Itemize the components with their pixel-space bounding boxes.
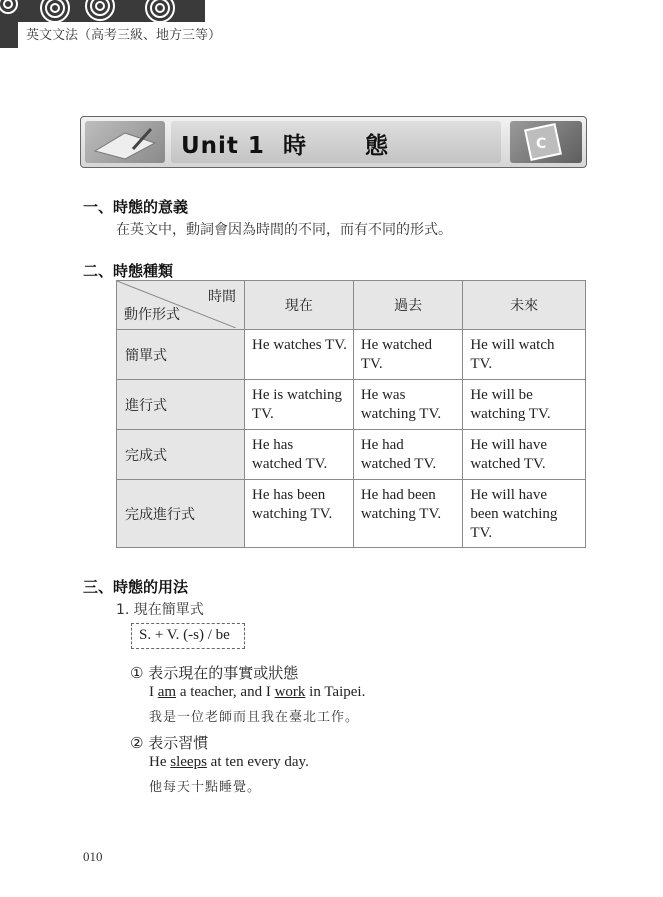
table-cell: He was watching TV. xyxy=(353,380,463,430)
unit-title xyxy=(181,127,406,160)
table-row xyxy=(117,480,586,548)
notebook-pen-icon xyxy=(85,121,165,163)
usage-2-label: 表示習慣 xyxy=(148,734,209,752)
usage-1-example-en: I am a teacher, and I work in Taipei. xyxy=(149,684,366,700)
usage-2-example-en: He sleeps at ten every day. xyxy=(149,754,309,770)
underlined-verb: am xyxy=(157,684,177,700)
formula-box xyxy=(131,623,245,649)
formula-text: S. + V. (-s) / be xyxy=(139,627,230,643)
row-label-perfect-progressive: 完成進行式 xyxy=(117,480,245,548)
section-meaning-text: 在英文中，動詞會因為時間的不同，而有不同的形式。 xyxy=(116,222,452,238)
page-number: 010 xyxy=(83,849,103,864)
table-cell: He has been watching TV. xyxy=(245,480,354,548)
usage-2-marker: ② xyxy=(130,734,144,752)
column-header-present: 現在 xyxy=(245,281,354,330)
corner-form-label: 動作形式 xyxy=(124,307,180,323)
unit-name: 時 態 xyxy=(282,133,406,159)
usage-1-marker: ① xyxy=(130,664,144,682)
header-side-stripe xyxy=(0,22,18,48)
abc-blocks-icon xyxy=(510,121,582,163)
section-title-meaning: 一、時態的意義 xyxy=(83,198,189,216)
table-cell: He will be watching TV. xyxy=(463,380,586,430)
table-header-row xyxy=(117,281,586,330)
table-corner-cell xyxy=(117,281,245,330)
usage-1-example-zh: 我是一位老師而且我在臺北工作。 xyxy=(149,710,360,725)
subsection-title-present-simple: 1. 現在簡單式 xyxy=(116,602,204,618)
row-label-progressive: 進行式 xyxy=(117,380,245,430)
row-label-simple: 簡單式 xyxy=(117,330,245,380)
unit-banner xyxy=(80,116,587,168)
underlined-verb: work xyxy=(274,684,306,700)
underlined-verb: sleeps xyxy=(170,754,207,770)
table-cell: He had watched TV. xyxy=(353,430,463,480)
table-cell: He will watch TV. xyxy=(463,330,586,380)
unit-label: Unit 1 xyxy=(181,133,265,159)
table-cell: He watched TV. xyxy=(353,330,463,380)
table-cell: He will have been watching TV. xyxy=(463,480,586,548)
section-title-usage: 三、時態的用法 xyxy=(83,578,189,596)
usage-1-heading xyxy=(130,662,298,683)
running-header-title: 英文文法（高考三級、地方三等） xyxy=(26,28,222,43)
table-row xyxy=(117,330,586,380)
usage-2-example-zh: 他每天十點睡覺。 xyxy=(149,780,262,795)
table-cell: He watches TV. xyxy=(245,330,354,380)
usage-1-label: 表示現在的事實或狀態 xyxy=(148,664,299,682)
table-row xyxy=(117,430,586,480)
svg-text:C: C xyxy=(536,136,547,152)
column-header-future: 未來 xyxy=(463,281,586,330)
usage-2-heading xyxy=(130,732,208,753)
table-row xyxy=(117,380,586,430)
tense-table xyxy=(116,280,586,548)
column-header-past: 過去 xyxy=(353,281,463,330)
corner-time-label: 時間 xyxy=(208,289,236,305)
table-cell: He has watched TV. xyxy=(245,430,354,480)
table-cell: He will have watched TV. xyxy=(463,430,586,480)
header-circles-graphic xyxy=(0,0,205,22)
table-cell: He had been watching TV. xyxy=(353,480,463,548)
row-label-perfect: 完成式 xyxy=(117,430,245,480)
section-title-types: 二、時態種類 xyxy=(83,262,174,280)
table-cell: He is watching TV. xyxy=(245,380,354,430)
header-decoration xyxy=(0,0,205,22)
